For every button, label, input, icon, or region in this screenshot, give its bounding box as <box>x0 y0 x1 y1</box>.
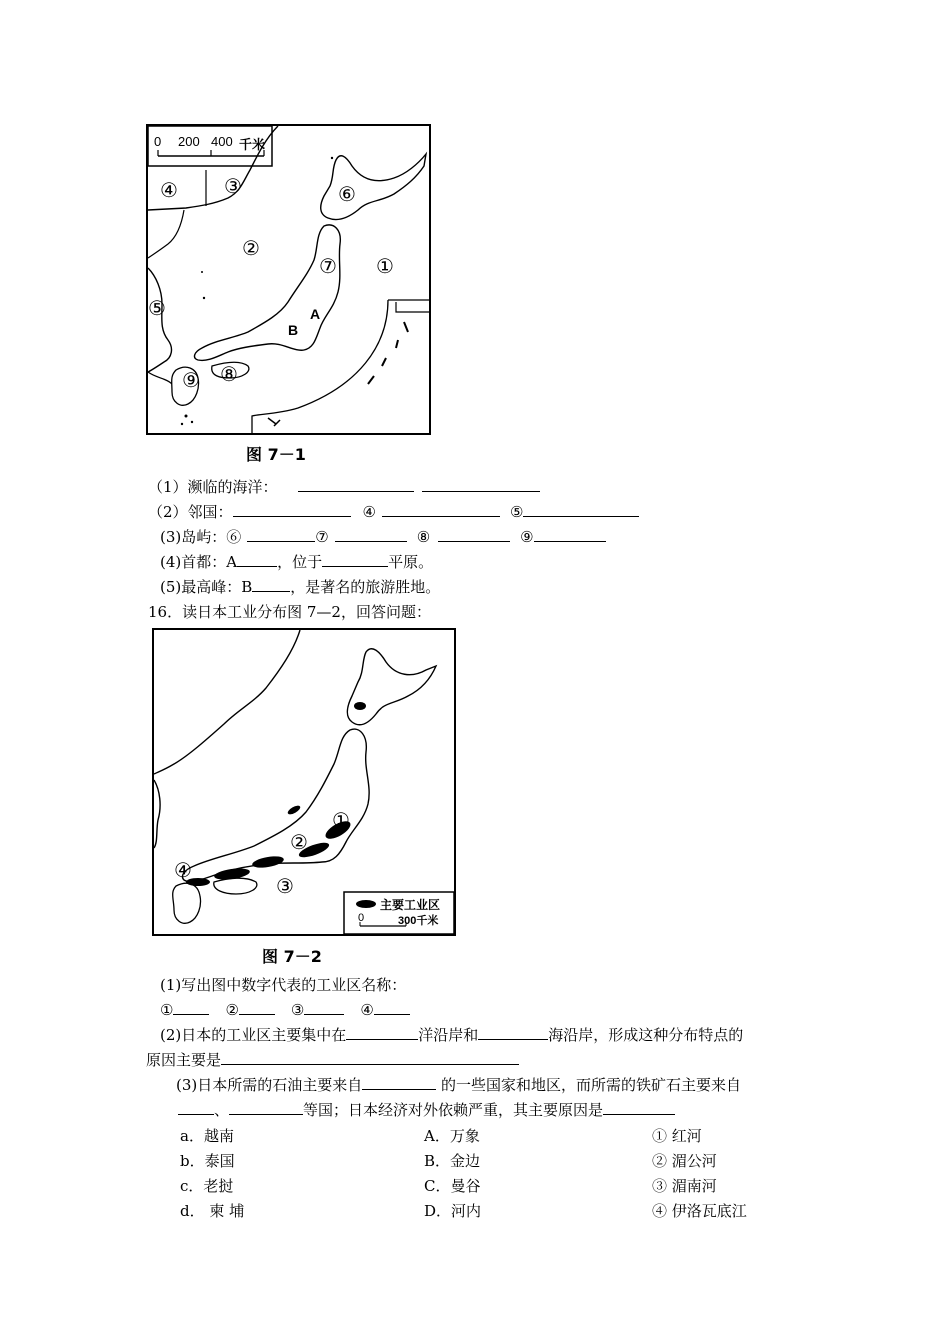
q15-capital-mid: ，位于 <box>277 553 323 571</box>
label-circle-9: ⑨ <box>182 370 200 392</box>
scale-label-400: 400 <box>211 134 233 149</box>
q15-neighbor-4-label: ④ <box>362 503 376 521</box>
q16-p2-c: 海沿岸，形成这种分布特点的 <box>548 1026 744 1044</box>
scale-zero-2: 0 <box>358 912 365 924</box>
sea-blank[interactable] <box>478 1025 548 1040</box>
peak-blank[interactable] <box>252 577 290 592</box>
shikoku-2 <box>214 878 257 894</box>
option-river-2: ② 湄公河 <box>652 1152 717 1170</box>
island-blank-8[interactable] <box>438 527 510 542</box>
capital-blank[interactable] <box>237 552 277 567</box>
hokkaido-2 <box>347 649 436 725</box>
map-7-1 <box>146 124 431 435</box>
neighbor-blank-3[interactable] <box>233 502 351 517</box>
map-7-2 <box>152 628 456 936</box>
q15-island-7-label: ⑦ <box>315 528 329 546</box>
q15-capital-end: 平原。 <box>388 553 434 571</box>
island-blank-7[interactable] <box>335 527 407 542</box>
map-7-2-drawing <box>154 630 454 934</box>
neighbor-blank-4[interactable] <box>382 502 500 517</box>
q15-line-2 <box>148 501 639 523</box>
label-circle-8: ⑧ <box>220 364 238 386</box>
q16-p3-a: (3)日本所需的石油主要来自 <box>176 1076 363 1094</box>
oil-source-blank[interactable] <box>362 1075 436 1090</box>
zone-2-label: ② <box>225 1001 239 1019</box>
q15-line-3 <box>160 526 606 548</box>
q16-p2 <box>160 1024 743 1046</box>
q16-p2-b: 洋沿岸和 <box>418 1026 479 1044</box>
label-circle-6: ⑥ <box>338 184 356 206</box>
zone-blank-4[interactable] <box>374 1000 410 1015</box>
kyushu-2 <box>173 883 201 923</box>
neighbor-blank-5[interactable] <box>523 502 639 517</box>
option-b: b．泰国 <box>180 1152 235 1170</box>
zone-3-label: ③ <box>290 1001 305 1019</box>
reason-blank[interactable] <box>221 1050 519 1065</box>
q15-neighbors-label: （2）邻国： <box>148 503 233 521</box>
q16-p1-blanks <box>160 999 410 1021</box>
label-A: A <box>310 306 321 322</box>
label-circle-1: ① <box>376 256 394 278</box>
map-7-2-caption: 图 7－2 <box>262 947 322 966</box>
q16-p2-cont <box>146 1049 519 1071</box>
label-circle-5: ⑤ <box>148 298 166 320</box>
q15-seas-label: （1）濒临的海洋： <box>148 478 278 496</box>
industrial-label-1: ① <box>332 810 350 832</box>
zone-blank-1[interactable] <box>173 1000 209 1015</box>
scale-label-0: 0 <box>154 134 162 149</box>
honshu <box>195 225 341 360</box>
q16-p3-cont <box>178 1099 675 1121</box>
q16-p3-b: 的一些国家和地区，而所需的铁矿石主要来自 <box>436 1076 742 1094</box>
q15-line-4 <box>160 551 433 573</box>
option-river-1: ① 红河 <box>652 1127 702 1145</box>
legend-swatch <box>356 900 376 908</box>
q16-p2-d: 原因主要是 <box>146 1051 222 1069</box>
label-circle-7: ⑦ <box>319 256 337 278</box>
option-c: c．老挝 <box>180 1177 234 1195</box>
plain-blank[interactable] <box>322 552 388 567</box>
zone-blank-2[interactable] <box>239 1000 275 1015</box>
q15-line-1 <box>148 476 540 498</box>
island-blank-9[interactable] <box>534 527 606 542</box>
iron-blank-2[interactable] <box>229 1100 303 1115</box>
map-7-1-caption: 图 7－1 <box>246 445 306 464</box>
q16-p1: (1)写出图中数字代表的工业区名称： <box>160 976 407 994</box>
label-circle-2: ② <box>242 238 260 260</box>
continent-coast-2 <box>154 630 300 774</box>
q15-peak-end: ，是著名的旅游胜地。 <box>290 578 441 596</box>
sea-blank-1[interactable] <box>298 477 414 492</box>
q15-capital-label: (4)首都：A <box>160 553 238 571</box>
island-blank-6[interactable] <box>247 527 315 542</box>
option-B: B．金边 <box>424 1152 481 1170</box>
q16-intro: 16．读日本工业分布图 7—2，回答问题： <box>148 603 431 621</box>
option-d: d． 柬 埔 <box>180 1202 245 1220</box>
option-C: C．曼谷 <box>424 1177 481 1195</box>
option-a: a．越南 <box>180 1127 234 1145</box>
sea-blank-2[interactable] <box>422 477 540 492</box>
scale-label-unit: 千米 <box>239 137 266 152</box>
option-river-3: ③ 湄南河 <box>652 1177 717 1195</box>
iron-blank-1[interactable] <box>178 1100 214 1115</box>
label-circle-3: ③ <box>224 176 242 198</box>
industrial-label-3: ③ <box>276 876 294 898</box>
option-A: A．万象 <box>424 1127 480 1145</box>
q15-line-5 <box>160 576 440 598</box>
q16-p3 <box>176 1074 741 1096</box>
scale-value-2: 300千米 <box>398 915 439 927</box>
industrial-label-4: ④ <box>174 860 192 882</box>
zone-1-label: ① <box>160 1001 174 1019</box>
scale-label-200: 200 <box>178 134 200 149</box>
q16-p2-a: (2)日本的工业区主要集中在 <box>160 1026 347 1044</box>
industrial-label-2: ② <box>290 832 308 854</box>
q15-peak-label: (5)最高峰：B <box>160 578 253 596</box>
q15-neighbor-5-label: ⑤ <box>510 503 524 521</box>
q15-islands-label: (3)岛屿：⑥ <box>160 528 242 546</box>
label-circle-4: ④ <box>160 180 178 202</box>
ocean-blank[interactable] <box>346 1025 418 1040</box>
dependence-blank[interactable] <box>603 1100 675 1115</box>
option-river-4: ④ 伊洛瓦底江 <box>652 1202 747 1220</box>
hokkaido <box>321 154 426 220</box>
q16-p3-c: 、 <box>214 1101 230 1119</box>
q16-p3-d: 等国；日本经济对外依赖严重，其主要原因是 <box>303 1101 604 1119</box>
zone-4-label: ④ <box>360 1001 374 1019</box>
label-B: B <box>288 322 299 338</box>
zone-blank-3[interactable] <box>304 1000 344 1015</box>
option-D: D．河内 <box>424 1202 482 1220</box>
legend-label: 主要工业区 <box>380 898 441 912</box>
q15-island-9-label: ⑨ <box>520 528 534 546</box>
q15-island-8-label: ⑧ <box>416 528 431 546</box>
